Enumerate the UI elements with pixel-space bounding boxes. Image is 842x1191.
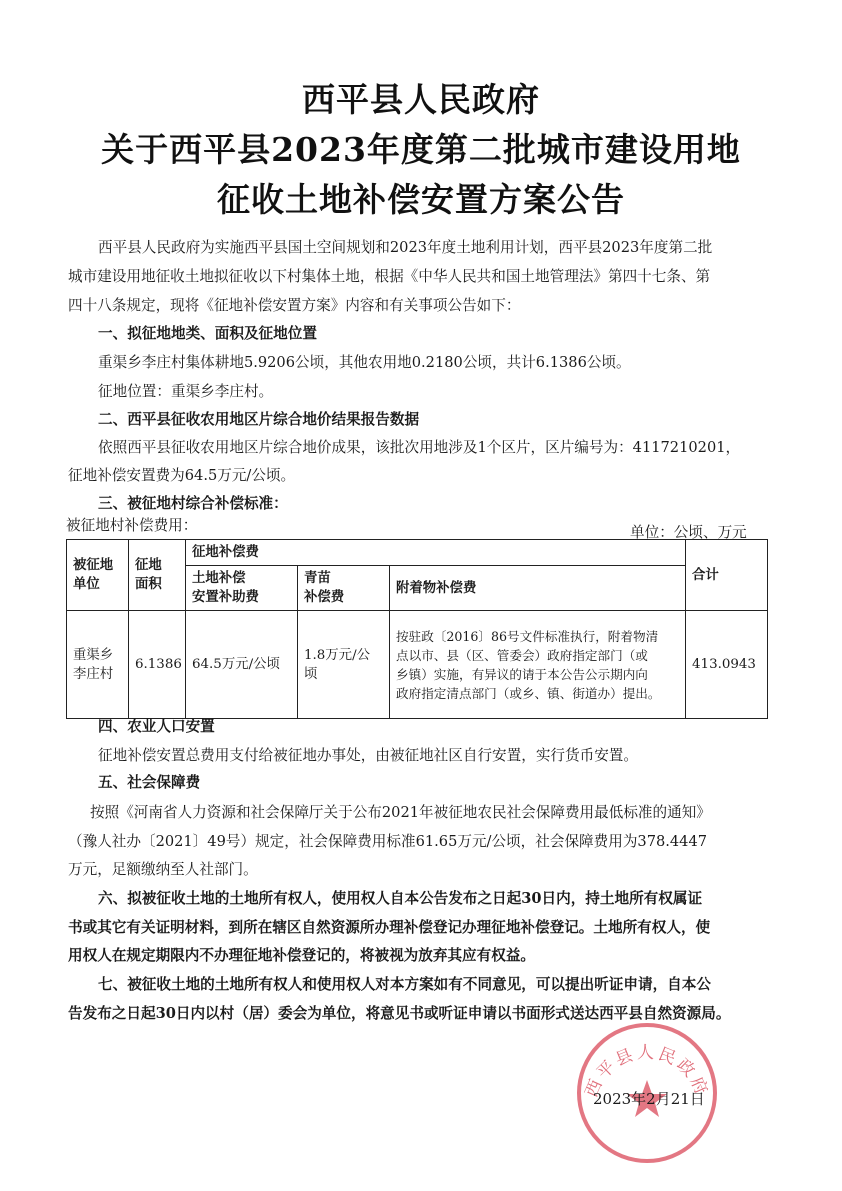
section-5-line-2: （豫人社办〔2021〕49号）规定，社会保障费用标准61.65万元/公顷，社会保障费用为378.4447 — [68, 833, 708, 850]
svg-text:西平县人民政府: 西平县人民政府 — [581, 1043, 713, 1101]
header-crop-compensation: 青苗 补偿费 — [298, 566, 390, 611]
section-2-para-2: 征地补偿安置费为64.5万元/公顷。 — [68, 467, 296, 484]
header-compensation: 征地补偿费 — [186, 540, 686, 566]
header-land-compensation: 土地补偿 安置补助费 — [186, 566, 298, 611]
section-1-para-1: 重渠乡李庄村集体耕地5.9206公顷，其他农用地0.2180公顷，共计6.1386公顷。 — [98, 354, 631, 371]
cell-total: 413.0943 — [686, 611, 768, 719]
section-6-line-1: 六、拟被征收土地的土地所有权人，使用权人自本公告发布之日起30日内，持土地所有权属证 — [98, 890, 703, 907]
table-unit: 单位：公顷、万元 — [630, 524, 747, 541]
cell-area: 6.1386 — [129, 611, 186, 719]
title-line-1: 西平县人民政府 — [302, 80, 540, 119]
section-6-line-3: 用权人在规定期限内不办理征地补偿登记的，将被视为放弃其应有权益。 — [68, 947, 536, 964]
section-2-heading: 二、西平县征收农用地区片综合地价结果报告数据 — [98, 411, 420, 428]
header-area: 征地 面积 — [129, 540, 186, 611]
section-4-heading: 四、农业人口安置 — [98, 718, 215, 735]
header-attachment-compensation: 附着物补偿费 — [390, 566, 686, 611]
section-2-para-1: 依照西平县征收农用地区片综合地价成果，该批次用地涉及1个区片，区片编号为：4117210201， — [98, 439, 741, 456]
section-5-line-1: 按照《河南省人力资源和社会保障厅关于公布2021年被征地农民社会保障费用最低标准的通知》 — [90, 804, 711, 821]
section-1-heading: 一、拟征地地类、面积及征地位置 — [98, 325, 317, 342]
cell-land: 64.5万元/公顷 — [186, 611, 298, 719]
section-6-line-2: 书或其它有关证明材料，到所在辖区自然资源所办理补偿登记办理征地补偿登记。土地所有权人，使 — [68, 919, 711, 936]
intro-line-2: 城市建设用地征收土地拟征收以下村集体土地，根据《中华人民共和国土地管理法》第四十七条、第 — [68, 268, 711, 285]
section-1-para-2: 征地位置：重渠乡李庄村。 — [98, 383, 274, 400]
table-row — [67, 611, 768, 719]
title-line-3: 征收土地补偿安置方案公告 — [217, 180, 625, 219]
section-5-heading: 五、社会保障费 — [98, 774, 201, 791]
cell-unit: 重渠乡 李庄村 — [67, 611, 129, 719]
title-line-2: 关于西平县2023年度第二批城市建设用地 — [101, 130, 741, 169]
intro-line-3: 四十八条规定，现将《征地补偿安置方案》内容和有关事项公告如下： — [68, 297, 521, 314]
cell-crop: 1.8万元/公顷 — [298, 611, 390, 719]
cell-attachment: 按驻政〔2016〕86号文件标准执行，附着物清 点以市、县（区、管委会）政府指定部门（或 乡镇）实施，有异议的请于本公告公示期内向 政府指定清点部门（或乡、镇、街道办）提出。 — [390, 611, 686, 719]
section-3-heading: 三、被征地村综合补偿标准： — [98, 495, 288, 512]
table-caption: 被征地村补偿费用： — [66, 517, 198, 534]
header-total: 合计 — [686, 540, 768, 611]
intro-line-1: 西平县人民政府为实施西平县国土空间规划和2023年度土地利用计划，西平县2023年度第二批 — [98, 239, 713, 256]
section-5-line-3: 万元，足额缴纳至人社部门。 — [68, 861, 258, 878]
section-7-line-2: 告发布之日起30日内以村（居）委会为单位，将意见书或听证申请以书面形式送达西平县自然资源局。 — [68, 1005, 731, 1022]
header-unit: 被征地 单位 — [67, 540, 129, 611]
section-4-para-1: 征地补偿安置总费用支付给被征地办事处，由被征地社区自行安置，实行货币安置。 — [98, 747, 638, 764]
compensation-table — [66, 539, 768, 719]
document-date: 2023年2月21日 — [593, 1090, 705, 1108]
section-7-line-1: 七、被征收土地的土地所有权人和使用权人对本方案如有不同意见，可以提出听证申请，自本公 — [98, 976, 711, 993]
